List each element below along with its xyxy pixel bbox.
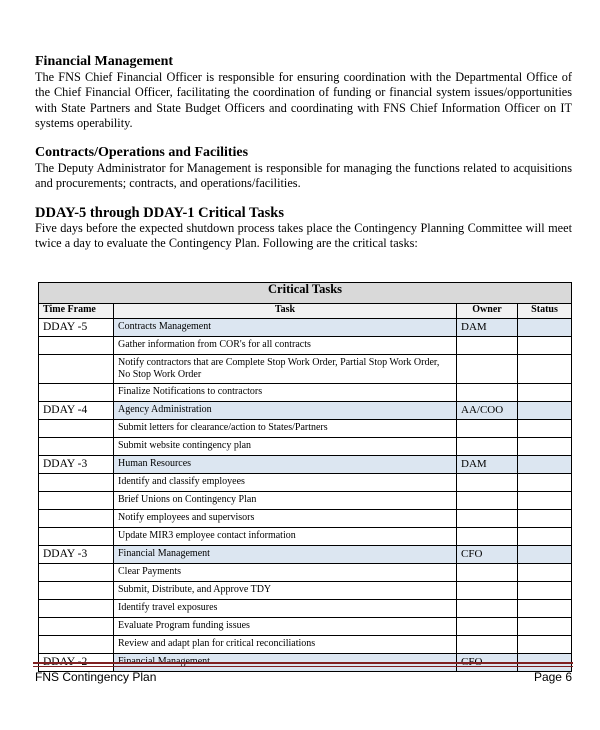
table-row bbox=[39, 337, 572, 355]
owner-cell bbox=[457, 528, 518, 546]
section-body: Five days before the expected shutdown process takes place the Contingency Planning Committee will meet twice a day to evaluate the Contingency Plan. Following are the critical tasks: bbox=[35, 221, 572, 251]
header-task: Task bbox=[114, 304, 457, 319]
task-cell: Update MIR3 employee contact information bbox=[114, 528, 457, 546]
owner-cell bbox=[457, 564, 518, 582]
time-frame-cell bbox=[39, 528, 114, 546]
time-frame-cell bbox=[39, 582, 114, 600]
status-cell bbox=[518, 636, 572, 654]
table-row bbox=[39, 319, 572, 337]
time-frame-cell bbox=[39, 355, 114, 384]
time-frame-cell bbox=[39, 384, 114, 402]
time-frame-cell bbox=[39, 636, 114, 654]
task-cell: Submit website contingency plan bbox=[114, 438, 457, 456]
header-status: Status bbox=[518, 304, 572, 319]
owner-cell: DAM bbox=[457, 319, 518, 337]
footer-page-number: Page 6 bbox=[533, 670, 572, 684]
owner-cell: CFO bbox=[457, 546, 518, 564]
status-cell bbox=[518, 384, 572, 402]
task-cell: Review and adapt plan for critical reconciliations bbox=[114, 636, 457, 654]
time-frame-cell bbox=[39, 474, 114, 492]
status-cell bbox=[518, 337, 572, 355]
time-frame-cell: DDAY -5 bbox=[39, 319, 114, 337]
table-row bbox=[39, 636, 572, 654]
table-row bbox=[39, 438, 572, 456]
time-frame-cell: DDAY -4 bbox=[39, 402, 114, 420]
owner-cell bbox=[457, 420, 518, 438]
owner-cell bbox=[457, 492, 518, 510]
owner-cell bbox=[457, 355, 518, 384]
status-cell bbox=[518, 564, 572, 582]
time-frame-cell bbox=[39, 438, 114, 456]
task-cell: Notify contractors that are Complete Stop Work Order, Partial Stop Work Order, No Stop Work Order bbox=[114, 355, 457, 384]
status-cell bbox=[518, 438, 572, 456]
owner-cell bbox=[457, 636, 518, 654]
table-row bbox=[39, 564, 572, 582]
status-cell bbox=[518, 618, 572, 636]
table-header-row bbox=[39, 304, 572, 319]
task-cell: Finalize Notifications to contractors bbox=[114, 384, 457, 402]
status-cell bbox=[518, 402, 572, 420]
time-frame-cell bbox=[39, 337, 114, 355]
header-time-frame: Time Frame bbox=[39, 304, 114, 319]
task-cell: Clear Payments bbox=[114, 564, 457, 582]
time-frame-cell bbox=[39, 600, 114, 618]
table-title: Critical Tasks bbox=[39, 283, 572, 304]
status-cell bbox=[518, 319, 572, 337]
owner-cell bbox=[457, 510, 518, 528]
owner-cell: DAM bbox=[457, 456, 518, 474]
task-cell: Identify and classify employees bbox=[114, 474, 457, 492]
table-row bbox=[39, 456, 572, 474]
task-cell: Submit, Distribute, and Approve TDY bbox=[114, 582, 457, 600]
table-title-row bbox=[39, 283, 572, 304]
time-frame-cell: DDAY -3 bbox=[39, 456, 114, 474]
status-cell bbox=[518, 492, 572, 510]
status-cell bbox=[518, 582, 572, 600]
owner-cell bbox=[457, 474, 518, 492]
section-heading: Financial Management bbox=[35, 54, 174, 69]
status-cell bbox=[518, 456, 572, 474]
section-heading: Contracts/Operations and Facilities bbox=[35, 145, 249, 160]
header-owner: Owner bbox=[457, 304, 518, 319]
section-critical-tasks bbox=[35, 205, 572, 252]
time-frame-cell bbox=[39, 618, 114, 636]
task-cell: Brief Unions on Contingency Plan bbox=[114, 492, 457, 510]
task-cell: Notify employees and supervisors bbox=[114, 510, 457, 528]
table-row bbox=[39, 474, 572, 492]
task-cell: Identify travel exposures bbox=[114, 600, 457, 618]
table-row bbox=[39, 510, 572, 528]
owner-cell bbox=[457, 337, 518, 355]
owner-cell bbox=[457, 438, 518, 456]
status-cell bbox=[518, 528, 572, 546]
status-cell bbox=[518, 546, 572, 564]
status-cell bbox=[518, 420, 572, 438]
task-cell: Submit letters for clearance/action to States/Partners bbox=[114, 420, 457, 438]
table-row bbox=[39, 582, 572, 600]
task-cell: Gather information from COR's for all contracts bbox=[114, 337, 457, 355]
table-row bbox=[39, 402, 572, 420]
table-row bbox=[39, 355, 572, 384]
status-cell bbox=[518, 355, 572, 384]
status-cell bbox=[518, 600, 572, 618]
footer-rule-thin bbox=[33, 666, 573, 667]
section-body: The Deputy Administrator for Management is responsible for managing the functions related to acquisitions and procurements; contracts, and operations/facilities. bbox=[35, 161, 572, 191]
table-row bbox=[39, 600, 572, 618]
owner-cell bbox=[457, 384, 518, 402]
time-frame-cell bbox=[39, 492, 114, 510]
status-cell bbox=[518, 474, 572, 492]
time-frame-cell bbox=[39, 510, 114, 528]
table-row bbox=[39, 492, 572, 510]
footer-document-title: FNS Contingency Plan bbox=[35, 670, 157, 684]
critical-tasks-table bbox=[38, 282, 572, 672]
owner-cell bbox=[457, 618, 518, 636]
section-financial-management bbox=[35, 54, 572, 131]
task-cell: Contracts Management bbox=[114, 319, 457, 337]
owner-cell bbox=[457, 582, 518, 600]
table-row bbox=[39, 420, 572, 438]
owner-cell: AA/COO bbox=[457, 402, 518, 420]
owner-cell bbox=[457, 600, 518, 618]
table-row bbox=[39, 528, 572, 546]
table-row bbox=[39, 546, 572, 564]
task-cell: Agency Administration bbox=[114, 402, 457, 420]
task-cell: Human Resources bbox=[114, 456, 457, 474]
section-contracts-operations bbox=[35, 145, 572, 192]
status-cell bbox=[518, 510, 572, 528]
task-cell: Financial Management bbox=[114, 546, 457, 564]
time-frame-cell: DDAY -3 bbox=[39, 546, 114, 564]
footer-rule bbox=[33, 662, 573, 664]
time-frame-cell bbox=[39, 420, 114, 438]
section-heading: DDAY-5 through DDAY-1 Critical Tasks bbox=[35, 205, 284, 221]
table-row bbox=[39, 384, 572, 402]
task-cell: Evaluate Program funding issues bbox=[114, 618, 457, 636]
time-frame-cell bbox=[39, 564, 114, 582]
table-row bbox=[39, 618, 572, 636]
section-body: The FNS Chief Financial Officer is responsible for ensuring coordination with the Departmental Office of the Chief Financial Officer, facilitating the coordination of funding or financial system issues/opportunities with State Partners and State Budget Officers and coordinating with FNS Chief Information Officer on IT systems operability. bbox=[35, 70, 572, 130]
